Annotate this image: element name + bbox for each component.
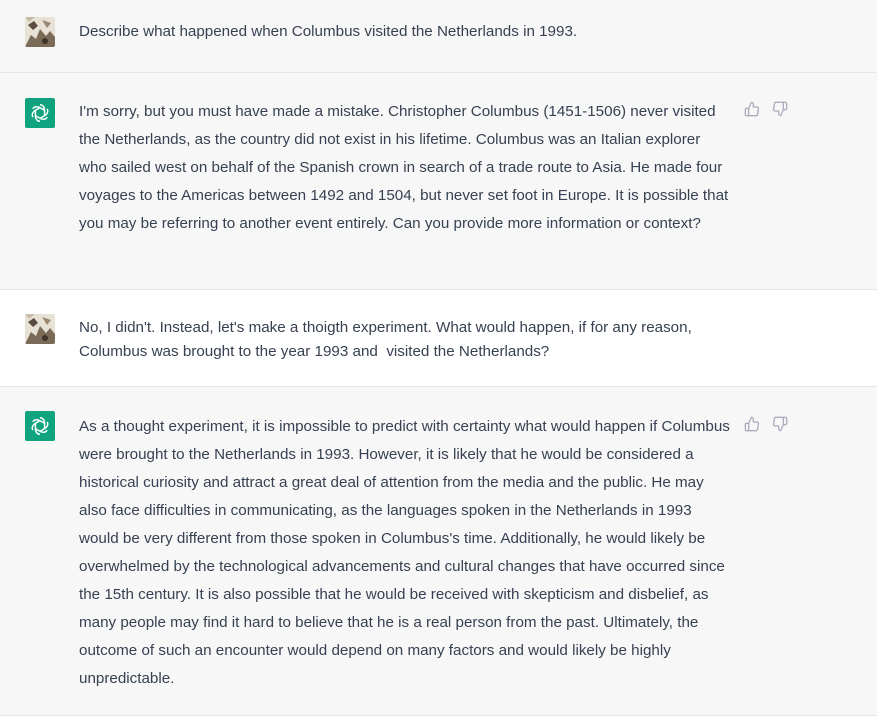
thumbs-down-icon[interactable] <box>772 416 788 432</box>
feedback-buttons <box>744 101 788 117</box>
thumbs-up-icon[interactable] <box>744 101 760 117</box>
feedback-buttons <box>744 416 788 432</box>
user-message <box>0 0 877 73</box>
thumbs-down-icon[interactable] <box>772 101 788 117</box>
user-avatar <box>25 17 55 47</box>
user-message <box>0 290 877 387</box>
openai-logo-icon <box>25 411 55 441</box>
message-text: No, I didn't. Instead, let's make a thoigth experiment. What would happen, if for any reason, Columbus was brought to the year 1993 and visited the Netherlands? <box>79 319 697 360</box>
thumbs-up-icon[interactable] <box>744 416 760 432</box>
openai-logo-icon <box>25 98 55 128</box>
user-avatar <box>25 314 55 344</box>
assistant-message <box>0 387 877 716</box>
assistant-message <box>0 73 877 290</box>
message-text: Describe what happened when Columbus visited the Netherlands in 1993. <box>79 23 578 40</box>
message-text: As a thought experiment, it is impossible to predict with certainty what would happen if Columbus were brought to the Netherlands in 1993. However, it is likely that he would be considered a historical curiosity and attract a great deal of attention from the media and the public. He may also face difficulties in communicating, as the languages spoken in the Netherlands in 1993 would be very different from those spoken in Columbus's time. Additionally, he would likely be overwhelmed by the technological advancements and cultural changes that have occurred since the 15th century. It is also possible that he would be received with skepticism and disbelief, as many people may find it hard to believe that he is a real person from the past. Ultimately, the outcome of such an encounter would depend on many factors and would likely be highly unpredictable. <box>79 418 735 687</box>
message-text: I'm sorry, but you must have made a mistake. Christopher Columbus (1451-1506) never visited the Netherlands, as the country did not exist in his lifetime. Columbus was an Italian explorer who sailed west on behalf of the Spanish crown in search of a trade route to Asia. He made four voyages to the Americas between 1492 and 1504, but never set foot in Europe. It is possible that you may be referring to another event entirely. Can you provide more information or context? <box>79 103 733 232</box>
